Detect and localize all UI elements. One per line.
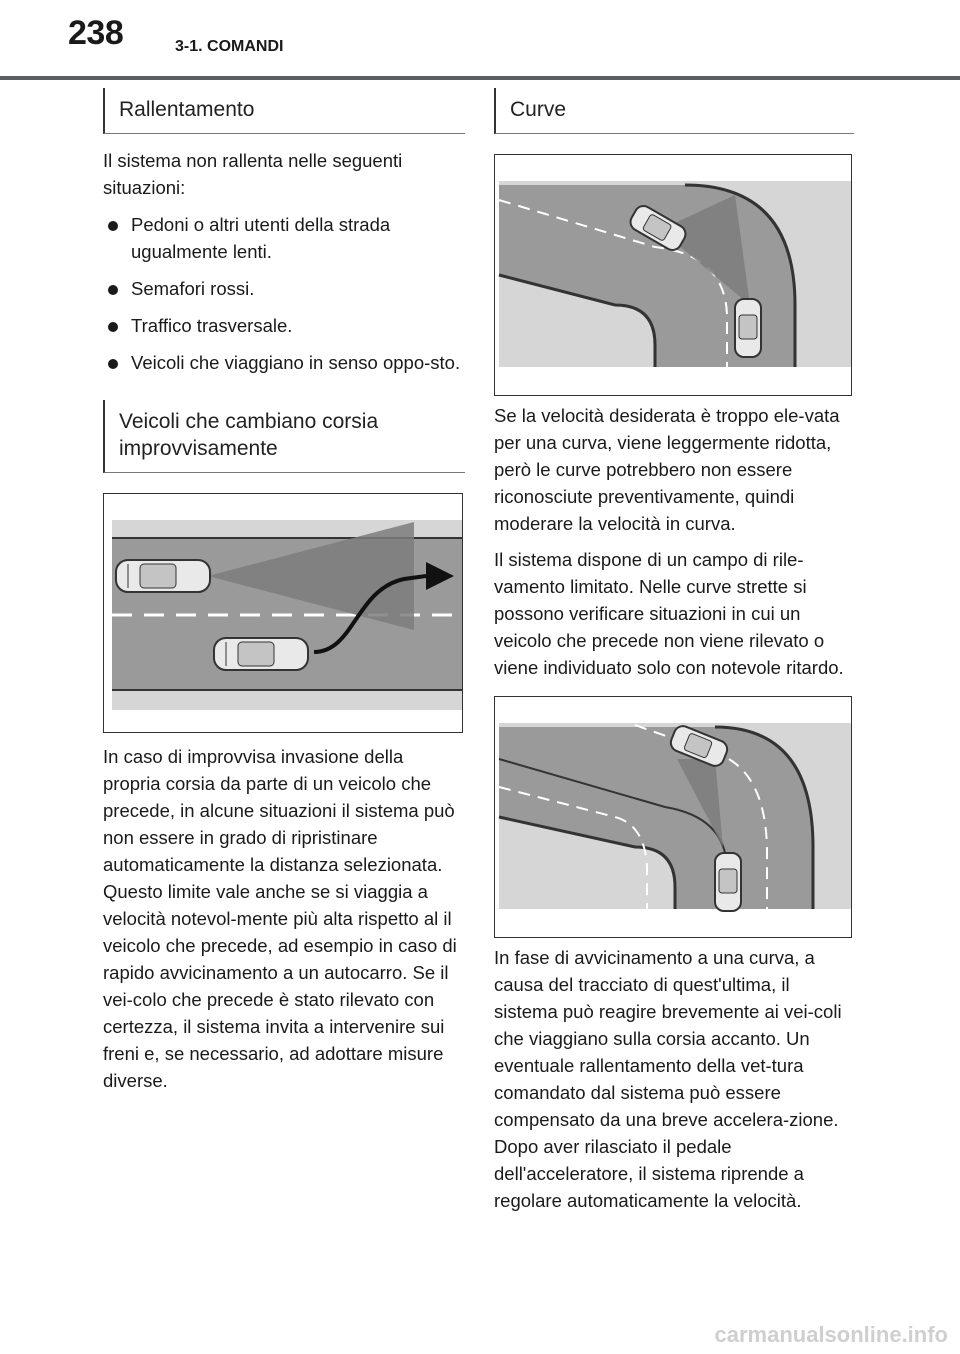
bullet-icon [108, 221, 118, 231]
bullet-icon [108, 359, 118, 369]
car-icon [715, 853, 741, 911]
cambio-corsia-body: In caso di improvvisa invasione della propria corsia da parte di un veicolo che precede, in alcune situazioni il sistema può non essere in grado di ripristinare automaticamente la distanza selezionata. Questo limite vale anche se si viaggia a velocità notevol-mente più alta rispetto al il veicolo che precede, ad esempio in caso di rapido avvicinamento a un autocarro. Se il vei-colo che precede è stato rilevato con certezza, il sistema invita a intervenire sui freni e, se necessario, ad adottare misure diverse. [103, 746, 457, 1091]
rallentamento-list [103, 211, 465, 376]
list-item: Pedoni o altri utenti della strada ugualmente lenti. [103, 211, 465, 265]
page-number: 238 [68, 14, 124, 52]
right-column [494, 88, 854, 1214]
header-divider [0, 76, 960, 80]
curve-illustration-1 [494, 154, 852, 396]
car-icon [116, 560, 210, 592]
list-item: Traffico trasversale. [103, 312, 465, 339]
left-column [103, 88, 465, 1094]
curve-paragraph-1: Se la velocità desiderata è troppo ele-vata per una curva, viene leggermente ridotta, però le curve potrebbero non essere riconosciute preventivamente, quindi moderare la velocità in curva. [494, 405, 840, 534]
curve-paragraph-2: Il sistema dispone di un campo di rile-vamento limitato. Nelle curve strette si possono verificare situazioni in cui un veicolo che precede non viene rilevato o viene individuato solo con notevole ritardo. [494, 549, 844, 678]
watermark: carmanualsonline.info [714, 1322, 948, 1347]
list-item: Veicoli che viaggiano in senso oppo-sto. [103, 349, 465, 376]
heading-rallentamento: Rallentamento [103, 88, 465, 134]
car-icon [214, 638, 308, 670]
car-icon [735, 299, 761, 357]
curve-paragraph-3: In fase di avvicinamento a una curva, a causa del tracciato di quest'ultima, il sistema può reagire brevemente ai vei-coli che viaggiano sulla corsia accanto. Un eventuale rallentamento della vet-tura comandato dal sistema può essere compensato da una breve accelera-zione. Dopo aver rilasciato il pedale dell'acceleratore, il sistema riprende a regolare automaticamente la velocità. [494, 947, 842, 1211]
page-header [0, 0, 960, 80]
curve-illustration-2 [494, 696, 852, 938]
bullet-icon [108, 285, 118, 295]
bullet-icon [108, 322, 118, 332]
heading-curve: Curve [494, 88, 854, 134]
heading-cambio-corsia: Veicoli che cambiano corsia improvvisamente [103, 400, 465, 473]
list-item: Semafori rossi. [103, 275, 465, 302]
rallentamento-intro: Il sistema non rallenta nelle seguenti situazioni: [103, 150, 403, 198]
section-title: 3-1. COMANDI [175, 38, 284, 55]
lane-change-illustration [103, 493, 463, 733]
